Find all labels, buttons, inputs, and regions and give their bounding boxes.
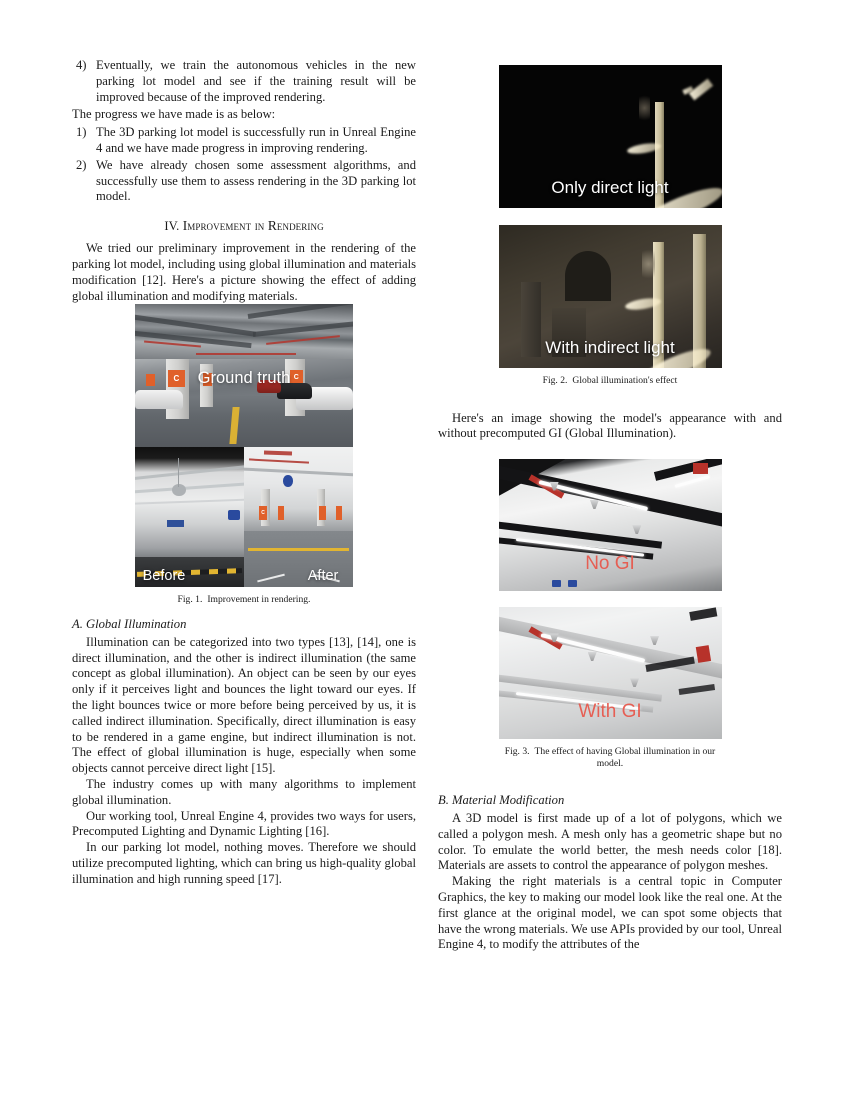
info-sign [283, 475, 293, 486]
directional-sign [568, 580, 577, 587]
zone-sign [278, 506, 285, 520]
right-column [438, 58, 782, 1060]
subsection-a-label: A. [72, 616, 83, 631]
figure-3-overlay-no-gi: No GI [585, 553, 635, 575]
list-item-text: We have already chosen some assessment algorithms, and successfully use them to assess rendering in the 3D parking lot model. [96, 157, 416, 204]
before-render [135, 447, 244, 587]
parked-car [135, 390, 183, 409]
paragraph-b2: Making the right materials is a central topic in Computer Graphics, the key to making our model look like the real one. At the first glance at the original model, we can spot some objects that have the wrong materials. We use APIs provided by our tool, Unreal Engine 4, to modify the attributes of the [438, 874, 782, 952]
subsection-a-heading [72, 617, 416, 632]
numbered-list-continued [72, 58, 416, 105]
figure-2-overlay-direct: Only direct light [551, 178, 669, 197]
figure1-overlay-before: Before [142, 567, 186, 584]
after-render [244, 447, 353, 587]
ground-truth-photo [135, 304, 353, 447]
ceiling-lamp [590, 500, 599, 509]
figure1-overlay-after: After [307, 567, 339, 584]
zone-sign: C [259, 506, 267, 520]
zone-sign [146, 374, 155, 385]
ceiling-beam [135, 499, 244, 506]
subsection-b-label: B. [438, 793, 449, 808]
figure-spacer [499, 591, 722, 607]
figure-1-caption [135, 594, 353, 606]
ceiling-beam [244, 467, 353, 477]
fixture-wire [178, 458, 179, 486]
figure-3-with-gi-image [499, 607, 722, 739]
figure-3-caption-text: The effect of having Global illumination in our model. [534, 746, 716, 769]
red-pipe [196, 353, 296, 355]
figure-1-image [135, 304, 353, 587]
two-column-layout [72, 58, 782, 1060]
figure-2-caption-label: Fig. 2. [542, 375, 568, 386]
red-pipe [249, 458, 309, 463]
paragraph-a3: Our working tool, Unreal Engine 4, provides two ways for users, Precomputed Lighting and Dynamic Lighting [16]. [72, 808, 416, 839]
left-column [72, 58, 416, 1060]
progress-list [72, 125, 416, 205]
subsection-b-heading [438, 793, 782, 808]
section-number: IV. [164, 219, 180, 234]
figure-3-caption [499, 746, 722, 769]
figure1-overlay-ground-truth: Ground truth [197, 369, 291, 388]
figure-3 [499, 459, 722, 769]
section-title: Improvement in Rendering [182, 218, 324, 234]
paragraph-b1: A 3D model is first made up of a lot of polygons, which we called a polygon mesh. A mesh only has a geometric shape but no color. To emulate the world better, the mesh needs color [18]. Materials are assets to control the appearance of polygon meshes. [438, 811, 782, 873]
figure-spacer [499, 208, 722, 225]
paragraph-a1: Illumination can be categorized into two types [13], [14], one is direct illumination, and the other is indirect illumination (the same concept as global illumination). An object can be seen by our eyes only if it perceives light and bounces the light toward our eyes. If the light bounces twice or more before being perceived by us, it is called indirect illumination. Specifically, direct illumination is easy to be rendered in a game engine, but indirect illumination is not. The effect of global illumination is huge, especially when some objects cannot perceive direct light [15]. [72, 634, 416, 776]
list-item-text: Eventually, we train the autonomous vehicles in the new parking lot model and see if the training result will be improved because of the improved rendering. [96, 58, 416, 104]
directional-sign [552, 580, 561, 587]
list-item-number: 2) [76, 157, 87, 172]
dark-ceiling-beam [654, 459, 722, 481]
red-pipe [264, 451, 292, 456]
ceiling-beam [135, 464, 244, 481]
hanging-fixture [172, 484, 186, 497]
ceiling-beam [135, 482, 244, 494]
list-item [72, 58, 416, 105]
directional-sign [228, 510, 240, 520]
stone-block [521, 282, 541, 356]
list-item-number: 1) [76, 125, 87, 140]
zone-sign-c: C [168, 370, 185, 387]
figure-2-indirect-light-image [499, 225, 722, 368]
directional-sign [167, 520, 184, 527]
dark-ceiling-slot [679, 684, 715, 695]
figure-2 [499, 65, 722, 387]
paragraph-gi: Here's an image showing the model's appearance with and without precomputed GI (Global Illumination). [438, 410, 782, 441]
section-heading [72, 218, 416, 234]
lane-marking [248, 548, 348, 551]
paragraph-a2: The industry comes up with many algorithms to implement global illumination. [72, 777, 416, 807]
figure-1 [135, 304, 353, 606]
figure-2-direct-light-image [499, 65, 722, 208]
archway [565, 251, 611, 301]
figure-3-no-gi-image [499, 459, 722, 591]
zone-sign [319, 506, 326, 520]
chandelier [639, 91, 650, 125]
ceiling-lamp [588, 652, 597, 661]
ceiling-lamp [632, 525, 641, 534]
progress-lead-paragraph: The progress we have made is as below: [72, 107, 276, 122]
figure-3-caption-label: Fig. 3. [504, 746, 530, 758]
pillar [166, 359, 190, 419]
chandelier [642, 245, 655, 283]
lit-ceiling-beam [499, 615, 722, 681]
ceiling-lamp [650, 636, 659, 645]
figure-1-caption-label: Fig. 1. [177, 594, 203, 606]
zone-sign-c: C [290, 370, 303, 386]
figure-2-caption-text: Global illumination's effect [572, 375, 678, 386]
list-item-number: 4) [76, 58, 87, 72]
intro-paragraph: We tried our preliminary improvement in the rendering of the parking lot model, including using global illumination and materials modification [12]. Here's a picture showing the effect of adding global illumination and modifying materials. [72, 241, 416, 303]
list-item [72, 125, 416, 157]
red-pipe [696, 645, 712, 663]
zone-sign [336, 506, 343, 520]
ceiling-lamp [630, 678, 639, 687]
list-item [72, 158, 416, 205]
figure-2-overlay-indirect: With indirect light [545, 338, 675, 357]
dark-ceiling-slot [690, 608, 718, 622]
figure-2-caption [499, 375, 722, 387]
figure-1-caption-text: Improvement in rendering. [207, 594, 311, 606]
list-item-text: The 3D parking lot model is successfully run in Unreal Engine 4 and we have made progress in improving rendering. [96, 125, 416, 155]
subsection-b-title: Material Modification [452, 793, 565, 808]
light-tube [674, 476, 709, 489]
red-pipe [693, 463, 709, 474]
figure-3-overlay-with-gi: With GI [578, 701, 642, 723]
subsection-a-title: Global Illumination [86, 616, 187, 631]
paragraph-a4: In our parking lot model, nothing moves. Therefore we should utilize precomputed lighting, which can bring us high-quality global illumination and high running speed [17]. [72, 840, 416, 886]
